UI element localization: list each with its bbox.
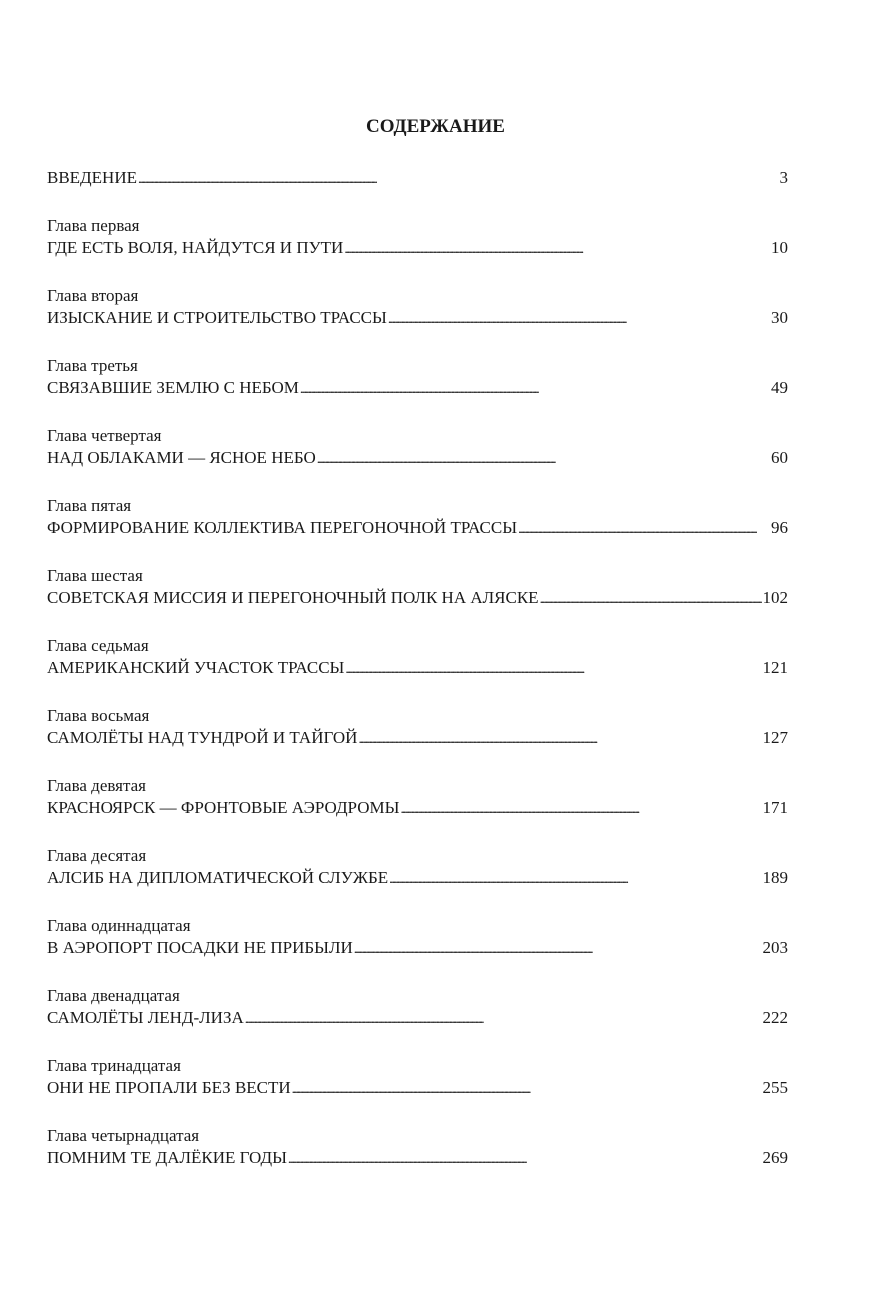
leader-dots — [358, 726, 761, 751]
chapter-label: Глава девятая — [47, 776, 146, 795]
toc-entry[interactable] — [47, 866, 788, 890]
entry-page: 60 — [771, 448, 788, 467]
toc-entry[interactable] — [47, 1146, 788, 1170]
chapter-label: Глава шестая — [47, 566, 143, 585]
entry-title: ВВЕДЕНИЕ — [47, 168, 137, 187]
chapter-label: Глава четвертая — [47, 426, 162, 445]
entry-page: 127 — [762, 728, 788, 747]
leader-dots — [400, 796, 761, 821]
entry-page: 189 — [762, 868, 788, 887]
leader-dots — [292, 1076, 762, 1101]
entry-title: ОНИ НЕ ПРОПАЛИ БЕЗ ВЕСТИ — [47, 1078, 291, 1097]
toc-chapter[interactable] — [47, 1054, 788, 1100]
chapter-label: Глава двенадцатая — [47, 986, 180, 1005]
toc-chapter[interactable] — [47, 494, 788, 540]
toc-chapter[interactable] — [47, 214, 788, 260]
toc-entry[interactable] — [47, 446, 788, 470]
entry-title: СВЯЗАВШИЕ ЗЕМЛЮ С НЕБОМ — [47, 378, 299, 397]
leader-dots — [389, 866, 761, 891]
leader-dots — [138, 166, 779, 191]
chapter-label: Глава четырнадцатая — [47, 1126, 200, 1145]
leader-dots — [300, 376, 770, 401]
leader-dots — [317, 446, 770, 471]
leader-dots — [245, 1006, 762, 1031]
toc-entry[interactable] — [47, 516, 788, 540]
toc-entry[interactable] — [47, 376, 788, 400]
entry-page: 171 — [762, 798, 788, 817]
toc-entry[interactable] — [47, 936, 788, 960]
leader-dots — [345, 656, 761, 681]
leader-dots — [344, 236, 770, 261]
entry-page: 96 — [771, 518, 788, 537]
entry-page: 203 — [762, 938, 788, 957]
entry-page: 222 — [762, 1008, 788, 1027]
chapter-label: Глава третья — [47, 356, 138, 375]
entry-title: ФОРМИРОВАНИЕ КОЛЛЕКТИВА ПЕРЕГОНОЧНОЙ ТРАССЫ — [47, 518, 518, 537]
toc-entry[interactable] — [47, 306, 788, 330]
entry-page: 255 — [762, 1078, 788, 1097]
entry-title: НАД ОБЛАКАМИ — ЯСНОЕ НЕБО — [47, 448, 316, 467]
toc-chapter[interactable] — [47, 984, 788, 1030]
entry-page: 10 — [771, 238, 788, 257]
leader-dots — [518, 516, 770, 541]
entry-title: САМОЛЁТЫ ЛЕНД-ЛИЗА — [47, 1008, 244, 1027]
toc-chapter[interactable] — [47, 914, 788, 960]
entry-page: 121 — [762, 658, 788, 677]
entry-title: ГДЕ ЕСТЬ ВОЛЯ, НАЙДУТСЯ И ПУТИ — [47, 238, 344, 257]
toc-chapter[interactable] — [47, 704, 788, 750]
chapter-label: Глава восьмая — [47, 706, 150, 725]
entry-page: 3 — [779, 168, 788, 187]
chapter-label: Глава тринадцатая — [47, 1056, 181, 1075]
toc-chapter[interactable] — [47, 354, 788, 400]
entry-title: КРАСНОЯРСК — ФРОНТОВЫЕ АЭРОДРОМЫ — [47, 798, 400, 817]
chapter-label: Глава одиннадцатая — [47, 916, 191, 935]
entry-title: АЛСИБ НА ДИПЛОМАТИЧЕСКОЙ СЛУЖБЕ — [47, 868, 389, 887]
toc-chapter[interactable] — [47, 284, 788, 330]
entry-title: АМЕРИКАНСКИЙ УЧАСТОК ТРАССЫ — [47, 658, 345, 677]
entry-title: ИЗЫСКАНИЕ И СТРОИТЕЛЬСТВО ТРАССЫ — [47, 308, 387, 327]
toc-entry-intro[interactable] — [47, 166, 788, 190]
toc-entry[interactable] — [47, 656, 788, 680]
chapter-label: Глава пятая — [47, 496, 132, 515]
toc-chapter[interactable] — [47, 634, 788, 680]
chapter-label: Глава десятая — [47, 846, 147, 865]
toc-chapter[interactable] — [47, 774, 788, 820]
toc-entry[interactable] — [47, 726, 788, 750]
toc-entry[interactable] — [47, 1076, 788, 1100]
entry-title: САМОЛЁТЫ НАД ТУНДРОЙ И ТАЙГОЙ — [47, 728, 358, 747]
table-of-contents — [47, 166, 788, 1170]
toc-chapter[interactable] — [47, 564, 788, 610]
entry-page: 102 — [762, 588, 788, 607]
entry-page: 49 — [771, 378, 788, 397]
entry-title: ПОМНИМ ТЕ ДАЛЁКИЕ ГОДЫ — [47, 1148, 287, 1167]
leader-dots — [388, 306, 770, 331]
page-title: СОДЕРЖАНИЕ — [366, 116, 505, 137]
toc-chapter[interactable] — [47, 424, 788, 470]
toc-chapter[interactable] — [47, 1124, 788, 1170]
entry-title: В АЭРОПОРТ ПОСАДКИ НЕ ПРИБЫЛИ — [47, 938, 353, 957]
toc-entry[interactable] — [47, 796, 788, 820]
chapter-label: Глава седьмая — [47, 636, 149, 655]
leader-dots — [540, 586, 762, 611]
entry-title: СОВЕТСКАЯ МИССИЯ И ПЕРЕГОНОЧНЫЙ ПОЛК НА АЛЯСКЕ — [47, 588, 539, 607]
leader-dots — [288, 1146, 762, 1171]
entry-page: 269 — [762, 1148, 788, 1167]
entry-page: 30 — [771, 308, 788, 327]
chapter-label: Глава вторая — [47, 286, 139, 305]
toc-chapter[interactable] — [47, 844, 788, 890]
leader-dots — [354, 936, 762, 961]
toc-entry[interactable] — [47, 1006, 788, 1030]
toc-entry[interactable] — [47, 586, 788, 610]
chapter-label: Глава первая — [47, 216, 140, 235]
toc-entry[interactable] — [47, 236, 788, 260]
